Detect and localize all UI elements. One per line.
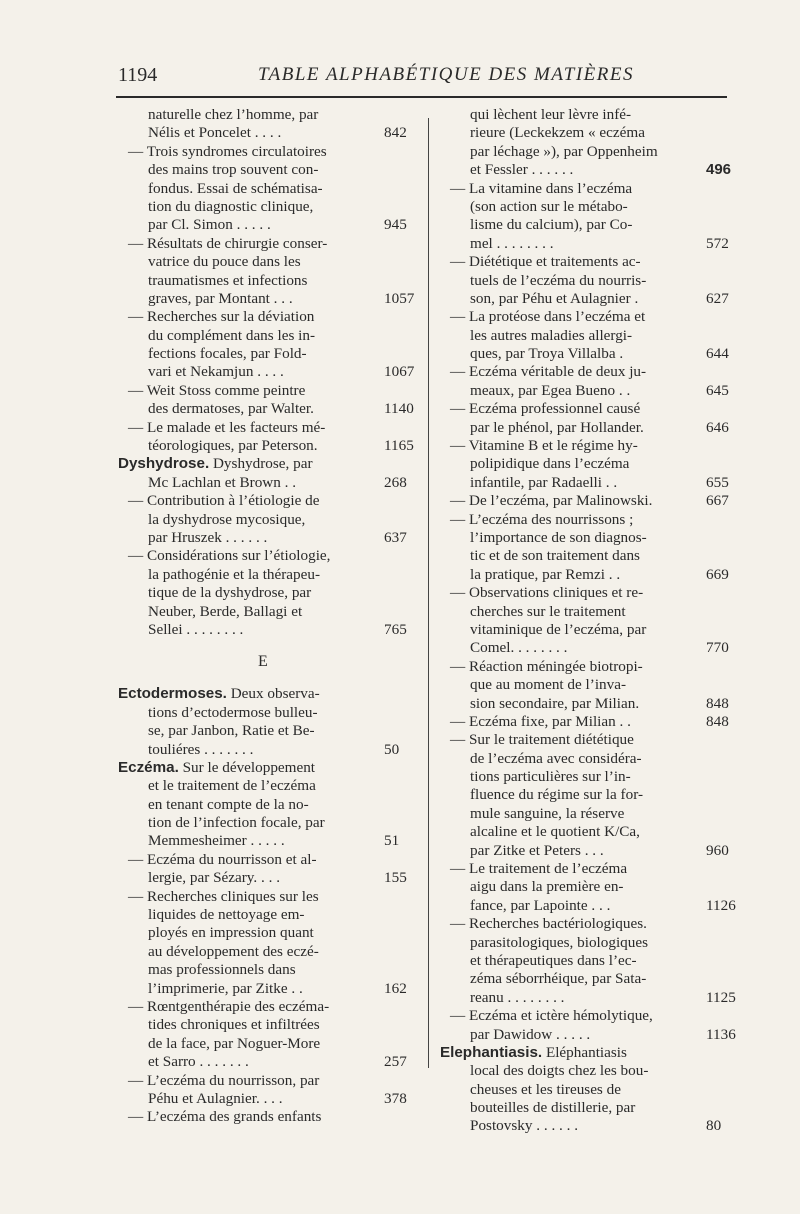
entry-text: Neuber, Berde, Ballagi et xyxy=(148,602,303,620)
entry-text: tion de l’infection focale, par xyxy=(148,814,325,832)
page-reference: 162 xyxy=(384,979,407,997)
entry-text: des dermatoses, par Walter. xyxy=(148,400,314,418)
entry-text: par le phénol, par Hollander. xyxy=(470,418,644,436)
index-line xyxy=(118,888,410,906)
page-reference: 496 xyxy=(706,161,732,179)
entry-text: — Considérations sur l’étiologie, xyxy=(128,547,331,565)
index-line xyxy=(440,345,740,363)
page-reference: 667 xyxy=(706,492,729,510)
entry-text: local des doigts chez les bou- xyxy=(470,1062,649,1080)
entry-text: bouteilles de distillerie, par xyxy=(470,1099,636,1117)
column-divider xyxy=(428,118,429,1068)
entry-text: tuels de l’eczéma du nourris- xyxy=(470,271,647,289)
index-line xyxy=(118,474,410,492)
entry-text: téorologiques, par Peterson. xyxy=(148,437,318,455)
entry-text: et le traitement de l’eczéma xyxy=(148,777,316,795)
entry-text: ployés en impression quant xyxy=(148,924,314,942)
index-line xyxy=(440,529,740,547)
index-line xyxy=(440,860,740,878)
index-line xyxy=(440,897,740,915)
entry-text: — Recherches sur la déviation xyxy=(128,308,315,326)
index-line xyxy=(440,382,740,400)
entry-text: lisme du calcium), par Co- xyxy=(470,216,633,234)
page-reference: 1125 xyxy=(706,988,736,1006)
index-line xyxy=(118,621,410,639)
index-line xyxy=(118,759,410,777)
entry-text: rieure (Leckekzem « eczéma xyxy=(470,124,645,142)
index-line xyxy=(440,363,740,381)
entry-text: la dyshydrose mycosique, xyxy=(148,510,306,528)
index-line xyxy=(440,842,740,860)
index-line xyxy=(440,731,740,749)
index-line xyxy=(118,1016,410,1034)
index-line xyxy=(118,943,410,961)
index-line xyxy=(440,786,740,804)
entry-text: tic et de son traitement dans xyxy=(470,547,640,565)
index-line xyxy=(118,851,410,869)
index-line xyxy=(118,419,410,437)
index-line xyxy=(118,566,410,584)
page-reference: 1067 xyxy=(384,363,415,381)
index-line xyxy=(440,1044,740,1062)
entry-text: les autres maladies allergi- xyxy=(470,326,633,344)
index-line xyxy=(440,989,740,1007)
page-reference: 1140 xyxy=(384,400,414,418)
index-line xyxy=(440,713,740,731)
page-reference: 627 xyxy=(706,289,729,307)
entry-text: — Eczéma fixe, par Milian . . xyxy=(450,712,631,730)
page-reference: 51 xyxy=(384,832,400,850)
entry-text: (son action sur le métabo- xyxy=(470,197,628,215)
page-reference: 646 xyxy=(706,418,729,436)
page-reference: 644 xyxy=(706,345,729,363)
index-line xyxy=(440,1081,740,1099)
index-line xyxy=(440,290,740,308)
entry-text: — Diététique et traitements ac- xyxy=(450,253,641,271)
entry-text: en tenant compte de la no- xyxy=(148,795,309,813)
index-entries-e xyxy=(118,685,410,1126)
index-line xyxy=(118,1035,410,1053)
entry-text: au développement des eczé- xyxy=(148,942,319,960)
index-line xyxy=(440,915,740,933)
index-line xyxy=(118,308,410,326)
index-line xyxy=(118,529,410,547)
page-reference: 50 xyxy=(384,740,400,758)
page-reference: 1057 xyxy=(384,289,415,307)
entry-text: Eczéma. Sur le développement xyxy=(118,758,316,776)
entry-text: — Sur le traitement diététique xyxy=(450,731,634,749)
index-line xyxy=(118,906,410,924)
entry-text: l’importance de son diagnos- xyxy=(470,528,647,546)
page-number: 1194 xyxy=(118,64,158,86)
index-line xyxy=(118,161,410,179)
index-line xyxy=(118,832,410,850)
index-line xyxy=(118,327,410,345)
entry-text: aigu dans la première en- xyxy=(470,878,624,896)
entry-text: et Sarro . . . . . . . xyxy=(148,1053,249,1071)
index-line xyxy=(118,216,410,234)
index-line xyxy=(118,547,410,565)
index-line xyxy=(440,143,740,161)
page-reference: 645 xyxy=(706,381,729,399)
page-reference: 257 xyxy=(384,1053,407,1071)
index-line xyxy=(440,566,740,584)
entry-text: — Le malade et les facteurs mé- xyxy=(128,418,326,436)
page-reference: 770 xyxy=(706,639,729,657)
entry-text: tions particulières sur l’in- xyxy=(470,768,631,786)
index-line xyxy=(440,437,740,455)
entry-text: — Recherches bactériologiques. xyxy=(450,915,647,933)
entry-text: — La vitamine dans l’eczéma xyxy=(450,179,633,197)
entry-text: — Vitamine B et le régime hy- xyxy=(450,437,638,455)
page-header xyxy=(0,58,800,98)
entry-text: Comel. . . . . . . . xyxy=(470,639,568,657)
entry-text: — La protéose dans l’eczéma et xyxy=(450,308,646,326)
index-entries-d xyxy=(118,106,415,639)
index-line xyxy=(440,603,740,621)
page-reference: 848 xyxy=(706,694,729,712)
index-line xyxy=(118,382,410,400)
page-reference: 637 xyxy=(384,528,407,546)
index-line xyxy=(118,143,410,161)
entry-text: vitaminique de l’eczéma, par xyxy=(470,620,647,638)
index-line xyxy=(118,1053,410,1071)
entry-text: cheuses et les tireuses de xyxy=(470,1080,621,1098)
page-reference: 765 xyxy=(384,620,407,638)
index-line xyxy=(118,289,415,308)
entry-text: — Weit Stoss comme peintre xyxy=(128,381,306,399)
entry-text: l’imprimerie, par Zitke . . xyxy=(148,979,303,997)
index-line xyxy=(440,952,740,970)
index-line xyxy=(118,869,410,887)
index-line xyxy=(118,1072,410,1090)
index-line xyxy=(440,235,740,253)
entry-text: Mc Lachlan et Brown . . xyxy=(148,473,297,491)
running-title: TABLE ALPHABÉTIQUE DES MATIÈRES xyxy=(258,64,634,85)
index-line xyxy=(440,198,740,216)
entry-text: du complément dans les in- xyxy=(148,326,316,344)
index-line xyxy=(440,1062,740,1080)
index-line xyxy=(118,363,415,381)
entry-text: mel . . . . . . . . xyxy=(470,234,554,252)
index-line xyxy=(440,327,740,345)
entry-text: tique de la dyshydrose, par xyxy=(148,584,312,602)
index-entries-e-continued xyxy=(440,106,740,1136)
page-reference: 80 xyxy=(706,1117,722,1135)
entry-text: la pathogénie et la thérapeu- xyxy=(148,565,321,583)
index-line xyxy=(440,1026,740,1044)
entry-text: — Eczéma du nourrisson et al- xyxy=(128,850,317,868)
index-line xyxy=(118,272,410,290)
entry-text: — Réaction méningée biotropi- xyxy=(450,657,643,675)
index-line xyxy=(440,455,740,473)
page-reference: 1126 xyxy=(706,896,736,914)
entry-text: — Recherches cliniques sur les xyxy=(128,887,319,905)
index-line xyxy=(118,961,410,979)
entry-text: Memmesheimer . . . . . xyxy=(148,832,285,850)
entry-text: — Eczéma véritable de deux ju- xyxy=(450,363,647,381)
entry-text: et thérapeutiques dans l’ec- xyxy=(470,951,637,969)
index-line xyxy=(440,492,740,510)
entry-text: — L’eczéma des nourrissons ; xyxy=(450,510,634,528)
entry-text: liquides de nettoyage em- xyxy=(148,906,305,924)
entry-text: fondus. Essai de schématisa- xyxy=(148,179,323,197)
index-line xyxy=(440,584,740,602)
entry-text: Dyshydrose. Dyshydrose, par xyxy=(118,455,313,473)
index-line xyxy=(118,437,414,455)
index-line xyxy=(118,685,410,703)
index-line xyxy=(440,474,740,492)
entry-text: de l’eczéma avec considéra- xyxy=(470,749,642,767)
index-line xyxy=(440,253,740,271)
index-line xyxy=(440,750,740,768)
entry-text: par Zitke et Peters . . . xyxy=(470,841,604,859)
page-reference: 945 xyxy=(384,216,407,234)
page-reference: 268 xyxy=(384,473,407,491)
entry-text: vari et Nekamjun . . . . xyxy=(148,363,284,381)
page-reference: 378 xyxy=(384,1089,407,1107)
entry-text: de la face, par Noguer-More xyxy=(148,1034,321,1052)
index-line xyxy=(118,998,410,1016)
entry-text: tions d’ectodermose bulleu- xyxy=(148,703,318,721)
index-line xyxy=(440,805,740,823)
index-line xyxy=(440,1099,740,1117)
index-line xyxy=(118,511,410,529)
entry-text: la pratique, par Remzi . . xyxy=(470,565,621,583)
entry-text: zéma séborrhéique, par Sata- xyxy=(470,970,647,988)
page-reference: 155 xyxy=(384,869,407,887)
index-line xyxy=(440,676,740,694)
entry-text: — Eczéma professionnel causé xyxy=(450,400,641,418)
entry-text: par Cl. Simon . . . . . xyxy=(148,216,271,234)
entry-text: par Dawidow . . . . . xyxy=(470,1025,591,1043)
entry-text: que au moment de l’inva- xyxy=(470,676,627,694)
index-line xyxy=(440,639,740,657)
section-letter-heading xyxy=(118,639,410,685)
index-line xyxy=(440,400,740,418)
entry-text: — Contribution à l’étiologie de xyxy=(128,492,320,510)
entry-text: tion du diagnostic clinique, xyxy=(148,197,314,215)
index-line xyxy=(118,584,410,602)
entry-text: lergie, par Sézary. . . . xyxy=(148,869,280,887)
page-reference: 1165 xyxy=(384,437,414,455)
index-line xyxy=(440,124,740,142)
right-column xyxy=(440,106,740,1136)
index-line xyxy=(118,704,410,722)
entry-text: reanu . . . . . . . . xyxy=(470,988,565,1006)
entry-text: — Observations cliniques et re- xyxy=(450,584,644,602)
index-line xyxy=(118,722,410,740)
entry-text: — L’eczéma des grands enfants xyxy=(128,1108,322,1126)
entry-text: par léchage »), par Oppenheim xyxy=(470,142,658,160)
entry-text: meaux, par Egea Bueno . . xyxy=(470,381,631,399)
entry-text: — Trois syndromes circulatoires xyxy=(128,142,327,160)
index-line xyxy=(118,198,410,216)
entry-text: tides chroniques et infiltrées xyxy=(148,1016,320,1034)
index-line xyxy=(440,272,740,290)
index-line xyxy=(118,741,410,759)
index-line xyxy=(440,419,740,437)
entry-text: alcaline et le quotient K/Ca, xyxy=(470,823,640,841)
entry-text: fance, par Lapointe . . . xyxy=(470,896,611,914)
entry-text: sion secondaire, par Milian. xyxy=(470,694,640,712)
page-reference: 669 xyxy=(706,565,729,583)
entry-text: — Résultats de chirurgie conser- xyxy=(128,234,328,252)
entry-text: ques, par Troya Villalba . xyxy=(470,345,624,363)
index-line xyxy=(440,180,740,198)
index-line xyxy=(118,235,410,253)
index-line xyxy=(440,161,740,179)
entry-text: polipidique dans l’eczéma xyxy=(470,455,630,473)
index-line xyxy=(440,695,740,713)
index-line xyxy=(440,1117,740,1135)
index-line xyxy=(118,455,410,473)
entry-text: mule sanguine, la réserve xyxy=(470,804,625,822)
entry-text: Elephantiasis. Eléphantiasis xyxy=(440,1043,627,1061)
header-rule xyxy=(116,96,727,98)
index-line xyxy=(440,621,740,639)
entry-text: qui lèchent leur lèvre infé- xyxy=(470,106,632,123)
index-line xyxy=(118,777,410,795)
entry-text: Ectodermoses. Deux observa- xyxy=(118,685,320,703)
entry-text: vatrice du pouce dans les xyxy=(148,253,301,271)
entry-text: Postovsky . . . . . . xyxy=(470,1117,579,1135)
page-reference: 1136 xyxy=(706,1025,736,1043)
entry-text: Péhu et Aulagnier. . . . xyxy=(148,1089,283,1107)
index-line xyxy=(118,492,410,510)
index-line xyxy=(440,768,740,786)
index-line xyxy=(118,253,410,271)
entry-text: traumatismes et infections xyxy=(148,271,308,289)
entry-text: Nélis et Poncelet . . . . xyxy=(148,124,282,142)
index-line xyxy=(440,547,740,565)
index-line xyxy=(440,308,740,326)
left-column xyxy=(118,106,415,1127)
index-line xyxy=(118,124,410,142)
index-line xyxy=(118,796,410,814)
page-reference: 655 xyxy=(706,473,729,491)
index-line xyxy=(440,934,740,952)
index-line xyxy=(118,924,410,942)
index-line xyxy=(440,216,740,234)
index-line xyxy=(118,980,410,998)
index-line xyxy=(118,106,410,124)
entry-text: — Le traitement de l’eczéma xyxy=(450,860,628,878)
entry-text: touliéres . . . . . . . xyxy=(148,740,254,758)
entry-text: parasitologiques, biologiques xyxy=(470,933,649,951)
page-reference: 572 xyxy=(706,234,729,252)
entry-text: fections focales, par Fold- xyxy=(148,345,307,363)
index-line xyxy=(440,511,740,529)
index-line xyxy=(118,1090,410,1108)
entry-text: infantile, par Radaelli . . xyxy=(470,473,618,491)
entry-text: — Eczéma et ictère hémolytique, xyxy=(450,1007,653,1025)
page-reference: 848 xyxy=(706,712,729,730)
index-line xyxy=(440,658,740,676)
index-line xyxy=(118,180,410,198)
page-reference: 960 xyxy=(706,841,729,859)
index-line xyxy=(118,345,410,363)
entry-text: mas professionnels dans xyxy=(148,961,296,979)
entry-text: — De l’eczéma, par Malinowski. xyxy=(450,492,653,510)
index-line xyxy=(440,106,740,124)
entry-text: fluence du régime sur la for- xyxy=(470,786,644,804)
index-line xyxy=(440,823,740,841)
index-line xyxy=(118,400,414,418)
entry-text: se, par Janbon, Ratie et Be- xyxy=(148,722,315,740)
page-reference: 842 xyxy=(384,124,407,142)
entry-text: Sellei . . . . . . . . xyxy=(148,620,244,638)
section-letter: E xyxy=(258,653,268,671)
entry-text: des mains trop souvent con- xyxy=(148,161,319,179)
entry-text: cherches sur le traitement xyxy=(470,602,626,620)
entry-text: son, par Péhu et Aulagnier . xyxy=(470,289,639,307)
entry-text: et Fessler . . . . . . xyxy=(470,161,574,179)
index-line xyxy=(440,878,740,896)
index-line xyxy=(118,814,410,832)
index-line xyxy=(440,1007,740,1025)
index-line xyxy=(118,603,410,621)
entry-text: — L’eczéma du nourrisson, par xyxy=(128,1071,320,1089)
entry-text: par Hruszek . . . . . . xyxy=(148,528,268,546)
entry-text: graves, par Montant . . . xyxy=(148,289,293,307)
entry-text: naturelle chez l’homme, par xyxy=(148,106,319,123)
index-line xyxy=(118,1108,410,1126)
entry-text: — Rœntgenthérapie des eczéma- xyxy=(128,997,330,1015)
index-line xyxy=(440,970,740,988)
